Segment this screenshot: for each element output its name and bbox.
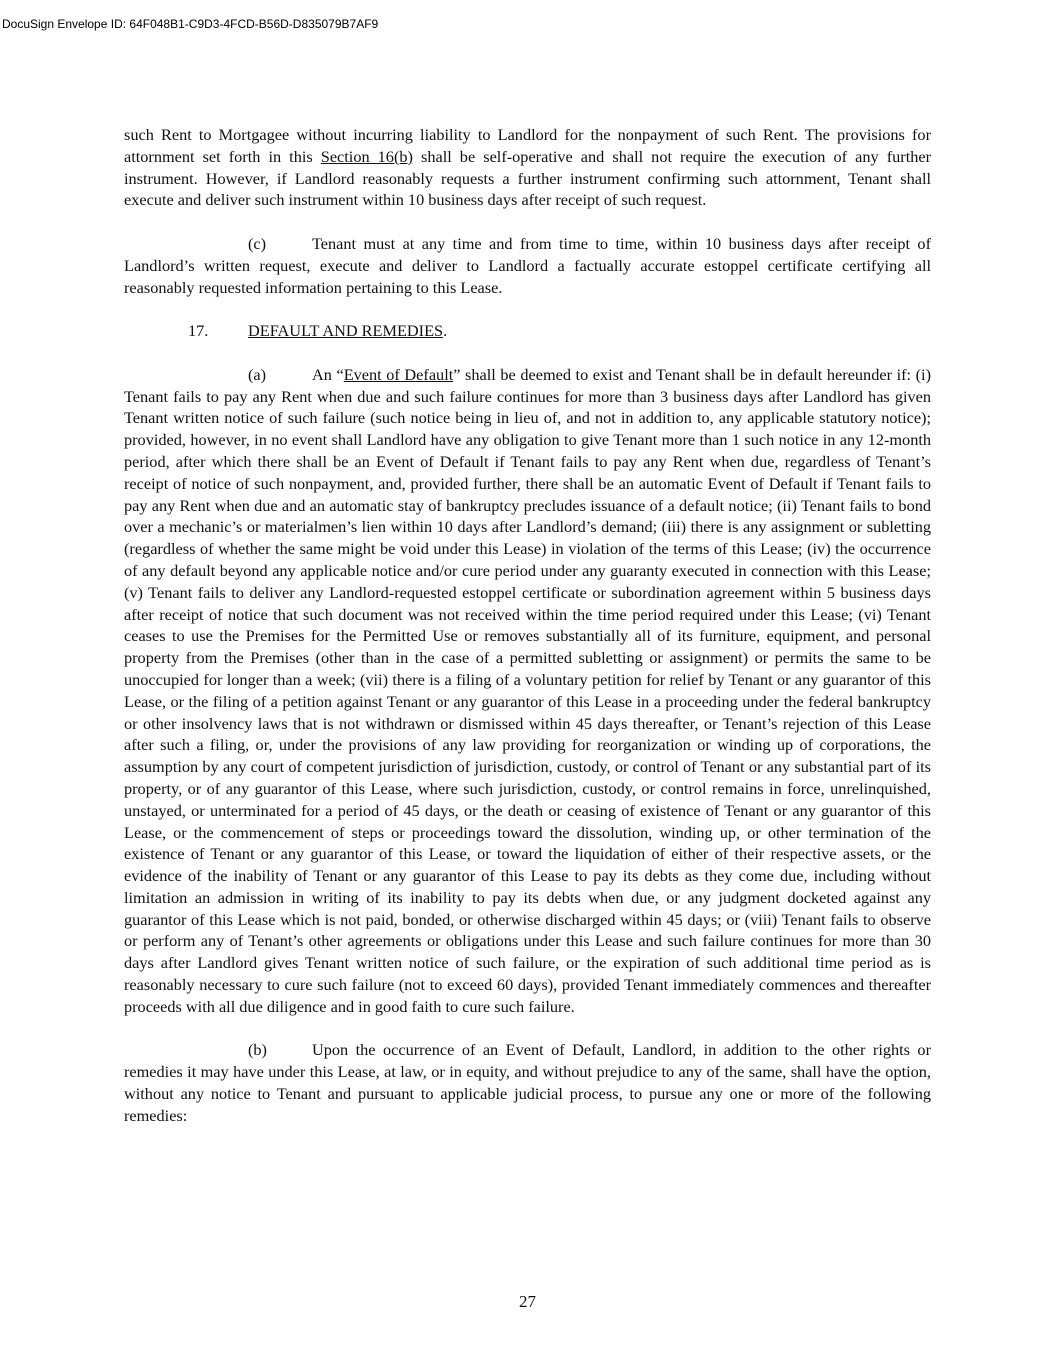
paragraph-16c xyxy=(124,233,931,298)
section-reference-link: Section 16(b) xyxy=(320,146,413,166)
paragraph-text: Tenant must at any time and from time to time, within 10 business days after receipt of Landlord’s written request, execute and deliver to Landlord a factually accurate estoppel certificate certifying all reasonably requested information pertaining to this Lease. xyxy=(124,233,931,297)
paragraph-17a xyxy=(124,364,931,1018)
page-number: 27 xyxy=(519,1292,536,1311)
section-number: 17. xyxy=(188,321,209,341)
paragraph-16b-continuation xyxy=(124,124,931,211)
paragraph-text: shall be self-operative and shall not require the execution of any further instrument. However, if Landlord reasonably requests a further instrument confirming such attornment, Tenant shall execute and deliver such instrument within 10 business days after receipt of such request. xyxy=(124,146,932,210)
paragraph-label: (c) xyxy=(248,233,267,253)
defined-term: Event of Default xyxy=(343,364,454,384)
section-title: DEFAULT AND REMEDIES xyxy=(248,321,444,341)
paragraph-text: ” shall be deemed to exist and Tenant shall be in default hereunder if: (i) Tenant fails to pay any Rent when due and such failure continues for more than 3 business days after Landlord has given Tenant written notice of such failure (such notice being in lieu of, and not in addition to, any applicable statutory notice); provided, however, in no event shall Landlord have any obligation to give Tenant more than 1 such notice in any 12-month period, after which there shall be an Event of Default if Tenant fails to pay any Rent when due, regardless of Tenant’s receipt of notice of such nonpayment, and, provided further, there shall be an automatic Event of Default if Tenant fails to pay any Rent when due and an automatic stay of bankruptcy precludes issuance of a default notice; (ii) Tenant fails to bond over a mechanic’s or materialmen’s lien within 10 days after Landlord’s demand; (iii) there is any assignment or subletting (regardless of whether the same might be void under this Lease) in violation of the terms of this Lease; (iv) the occurrence of any default beyond any applicable notice and/or cure period under any guaranty executed in connection with this Lease; (v) Tenant fails to deliver any Landlord-requested estoppel certificate or subordination agreement within 5 business days after receipt of notice that such document was not received within the time period required under this Lease; (vi) Tenant ceases to use the Premises for the Permitted Use or removes substantially all of its furniture, equipment, and personal property from the Premises (other than in the case of a permitted subletting or assignment) or permits the same to be unoccupied for longer than a week; (vii) there is a filing of a voluntary petition for relief by Tenant or any guarantor of this Lease, or the filing of a petition against Tenant or any guarantor of this Lease in a proceeding under the federal bankruptcy or other insolvency laws that is not withdrawn or dismissed within 45 days thereafter, or Tenant’s rejection of this Lease after such a filing, or, under the provisions of any law providing for reorganization or winding up of corporations, the assumption by any court of competent jurisdiction of jurisdiction, custody, or control of Tenant or any substantial part of its property, or of any guarantor of this Lease, where such jurisdiction, custody, or control remains in force, unrelinquished, unstayed, or unterminated for a period of 45 days, or the death or ceasing of existence of Tenant or any guarantor of this Lease, or the commencement of steps or proceedings toward the dissolution, winding up, or other termination of the existence of Tenant or any guarantor of this Lease, or toward the liquidation of either of their respective assets, or the evidence of the inability of Tenant or any guarantor of this Lease to pay its debts as they come due, including without limitation an admission in writing of its inability to pay its debts when due, or any judgment docketed against any guarantor of this Lease which is not paid, bonded, or otherwise discharged within 45 days; or (viii) Tenant fails to observe or perform any of Tenant’s other agreements or obligations under this Lease and such failure continues for more than 30 days after Landlord gives Tenant written notice of such failure, or the expiration of such additional time period as is reasonably necessary to cure such failure (not to exceed 60 days), provided Tenant immediately commences and thereafter proceeds with all due diligence and in good faith to cure such failure. xyxy=(124,364,931,1016)
paragraph-17b xyxy=(124,1039,931,1126)
docusign-envelope-id: DocuSign Envelope ID: 64F048B1-C9D3-4FCD-B56D-D835079B7AF9 xyxy=(2,17,379,31)
section-title-period: . xyxy=(443,321,448,341)
section-17-heading xyxy=(124,320,931,342)
paragraph-text: such Rent to Mortgagee without incurring liability to Landlord for the nonpayment of such Rent. The provisions for attornment set forth in this xyxy=(124,125,931,166)
paragraph-text: An “ xyxy=(312,364,344,384)
paragraph-label: (b) xyxy=(248,1040,267,1060)
paragraph-text: Upon the occurrence of an Event of Default, Landlord, in addition to the other rights or remedies it may have under this Lease, at law, or in equity, and without prejudice to any of the same, shall have the option, without any notice to Tenant and pursuant to applicable judicial process, to pursue any one or more of the following remedies: xyxy=(124,1040,931,1125)
paragraph-label: (a) xyxy=(248,364,267,384)
document-body xyxy=(124,124,931,1127)
